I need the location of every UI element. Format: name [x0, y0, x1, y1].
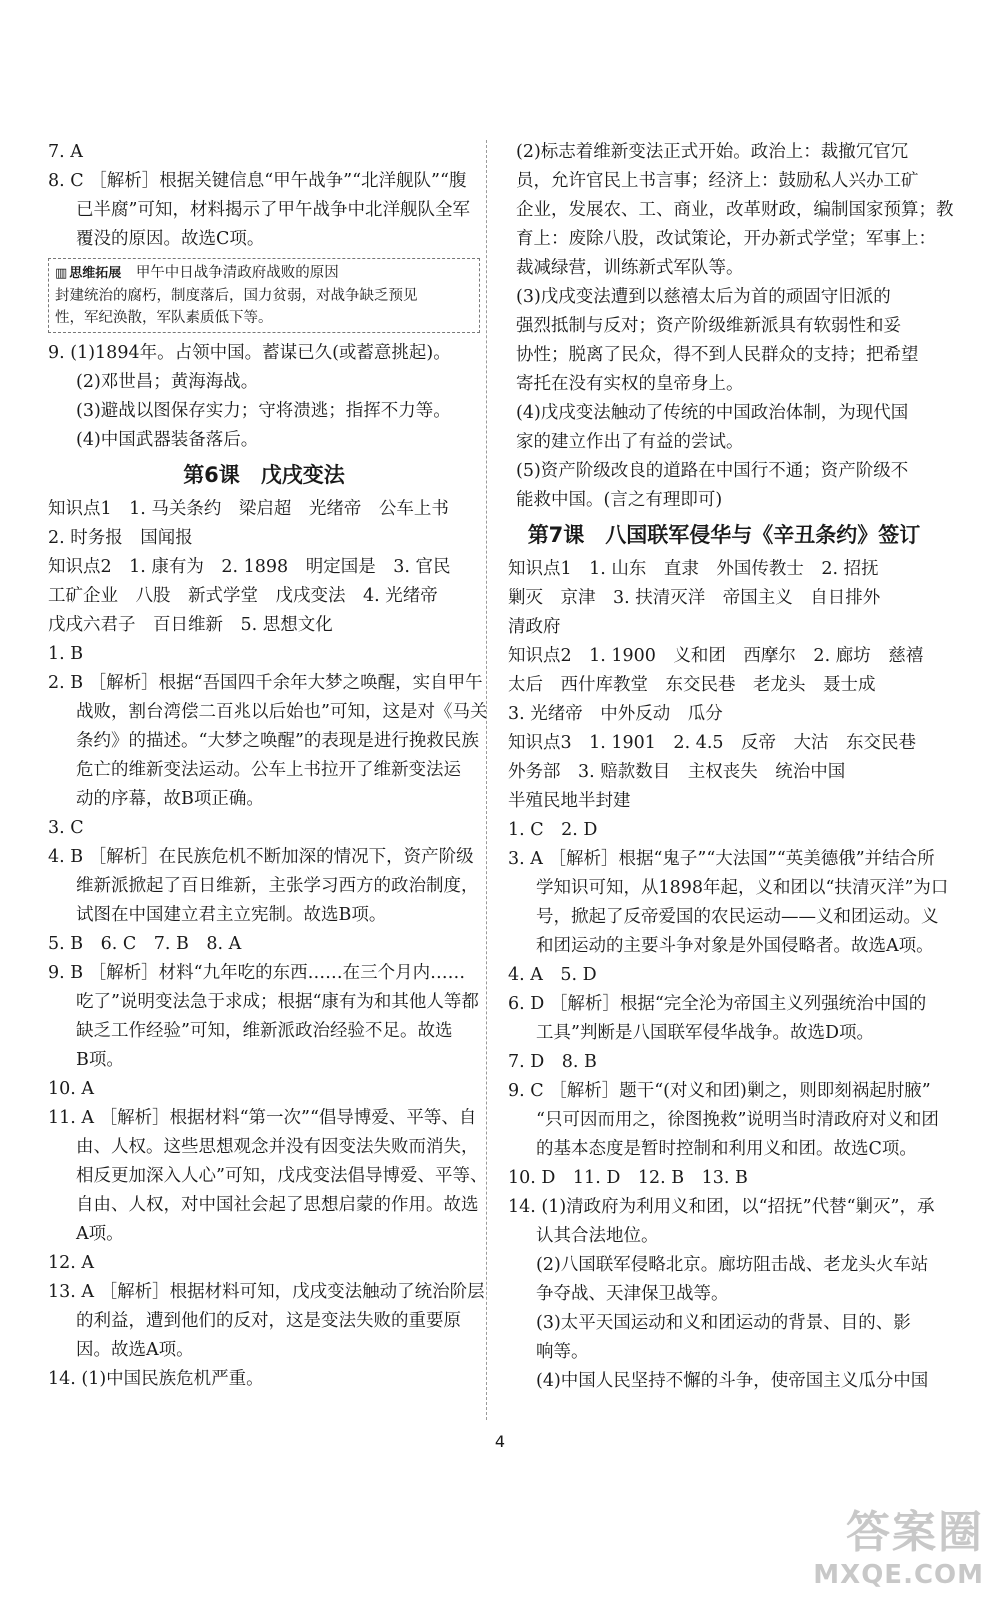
- answer-line: 认其合法地位。: [536, 1226, 659, 1246]
- answer-line: 9. (1)1894年。占领中国。蓄谋已久(或蓄意挑起)。: [48, 343, 451, 363]
- answer-line: 4. A 5. D: [508, 965, 597, 985]
- lesson-title: 第6课 戊戌变法: [183, 463, 345, 487]
- answer-line: 1. C 2. D: [508, 820, 598, 840]
- answer-line: 和团运动的主要斗争对象是外国侵略者。故选A项。: [536, 936, 934, 956]
- answer-line: 知识点2 1. 康有为 2. 1898 明定国是 3. 官民: [48, 557, 451, 577]
- answer-line: (3)避战以图保存实力；守将溃逃；指挥不力等。: [76, 401, 451, 421]
- answer-line: 条约》的描述。“大梦之唤醒”的表现是进行挽救民族: [76, 731, 479, 751]
- answer-line: 戊戌六君子 百日维新 5. 思想文化: [48, 615, 333, 635]
- answer-line: 10. D 11. D 12. B 13. B: [508, 1168, 748, 1188]
- answer-line: 4. B ［解析］在民族危机不断加深的情况下，资产阶级: [48, 847, 474, 867]
- answer-line: 剿灭 京津 3. 扶清灭洋 帝国主义 自日排外: [508, 588, 881, 608]
- answer-line: 11. A ［解析］根据材料“第一次”“倡导博爱、平等、自: [48, 1108, 477, 1128]
- answer-line: (4)中国人民坚持不懈的斗争，使帝国主义瓜分中国: [536, 1371, 929, 1391]
- answer-line: 已半腐”可知，材料揭示了甲午战争中北洋舰队全军: [76, 200, 470, 220]
- page-number: 4: [494, 1432, 506, 1451]
- answer-line: 工矿企业 八股 新式学堂 戊戌变法 4. 光绪帝: [48, 586, 438, 606]
- answer-line: 5. B 6. C 7. B 8. A: [48, 934, 242, 954]
- answer-line: 8. C ［解析］根据关键信息“甲午战争”“北洋舰队”“腹: [48, 171, 467, 191]
- answer-line: 10. A: [48, 1079, 95, 1099]
- answer-line: 的利益，遭到他们的反对，这是变法失败的重要原: [76, 1311, 461, 1331]
- column-divider: [486, 140, 487, 1420]
- answer-line: 号，掀起了反帝爱国的农民运动——义和团运动。义: [536, 907, 939, 927]
- answer-line: 知识点3 1. 1901 2. 4.5 反帝 大沽 东交民巷: [508, 733, 917, 753]
- answer-line: 太后 西什库教堂 东交民巷 老龙头 聂士成: [508, 675, 876, 695]
- answer-line: (5)资产阶级改良的道路在中国行不通；资产阶级不: [516, 461, 909, 481]
- answer-line: 1. B: [48, 644, 84, 664]
- answer-line: 由、人权。这些思想观念并没有因变法失败而消失，: [76, 1137, 479, 1157]
- answer-line: 协性；脱离了民众，得不到人民群众的支持；把希望: [516, 345, 919, 365]
- answer-line: 维新派掀起了百日维新，主张学习西方的政治制度，: [76, 876, 479, 896]
- answer-line: 员，允许官民上书言事；经济上：鼓励私人兴办工矿: [516, 171, 919, 191]
- answer-line: 3. C: [48, 818, 84, 838]
- answer-line: 知识点2 1. 1900 义和团 西摩尔 2. 廊坊 慈禧: [508, 646, 924, 666]
- answer-line: 试图在中国建立君主立宪制。故选B项。: [76, 905, 387, 925]
- answer-line: 因。故选A项。: [76, 1340, 194, 1360]
- answer-line: 动的序幕，故B项正确。: [76, 789, 264, 809]
- answer-line: 9. B ［解析］材料“九年吃的东西……在三个月内……: [48, 963, 466, 983]
- answer-line: 13. A ［解析］根据材料可知，戊戌变法触动了统治阶层: [48, 1282, 485, 1302]
- answer-line: (4)戊戌变法触动了传统的中国政治体制，为现代国: [516, 403, 909, 423]
- left-column: [48, 138, 488, 1394]
- box-title: ▥ 思维拓展: [55, 266, 121, 281]
- answer-line: 能救中国。(言之有理即可): [516, 490, 723, 510]
- answer-line: 响等。: [536, 1342, 589, 1362]
- answer-line: 寄托在没有实权的皇帝身上。: [516, 374, 744, 394]
- lesson-title: 第7课 八国联军侵华与《辛丑条约》签订: [527, 523, 921, 547]
- answer-line: 知识点1 1. 山东 直隶 外国传教士 2. 招抚: [508, 559, 879, 579]
- answer-line: 7. D 8. B: [508, 1052, 597, 1072]
- answer-line: (3)太平天国运动和义和团运动的背景、目的、影: [536, 1313, 911, 1333]
- answer-line: “只可因而用之，徐图挽救”说明当时清政府对义和团: [536, 1110, 939, 1130]
- answer-line: 裁减绿营，训练新式军队等。: [516, 258, 744, 278]
- answer-line: (4)中国武器装备落后。: [76, 430, 259, 450]
- answer-line: 工具”判断是八国联军侵华战争。故选D项。: [536, 1023, 874, 1043]
- answer-line: 吃了”说明变法急于求成；根据“康有为和其他人等都: [76, 992, 479, 1012]
- answer-line: 6. D ［解析］根据“完全沦为帝国主义列强统治中国的: [508, 994, 927, 1014]
- answer-line: 家的建立作出了有益的尝试。: [516, 432, 744, 452]
- answer-line: 企业，发展农、工、商业，改革财政，编制国家预算；教: [516, 200, 954, 220]
- answer-line: 危亡的维新变法运动。公车上书拉开了维新变法运: [76, 760, 461, 780]
- answer-line: 争夺战、天津保卫战等。: [536, 1284, 729, 1304]
- answer-line: 育上：废除八股，改试策论，开办新式学堂；军事上：: [516, 229, 936, 249]
- answer-line: (2)标志着维新变法正式开始。政治上：裁撤冗官冗: [516, 142, 909, 162]
- answer-line: 自由、人权，对中国社会起了思想启蒙的作用。故选: [76, 1195, 479, 1215]
- thinking-extension-box: [48, 258, 480, 333]
- answer-line: 9. C ［解析］题干“(对义和团)剿之，则即刻祸起肘腋”: [508, 1081, 931, 1101]
- watermark-url: MXQE.COM: [813, 1560, 984, 1590]
- answer-line: (2)邓世昌；黄海海战。: [76, 372, 259, 392]
- answer-line: 强烈抵制与反对；资产阶级维新派具有软弱性和妥: [516, 316, 901, 336]
- answer-line: A项。: [76, 1224, 124, 1244]
- answer-line: 清政府: [508, 617, 561, 637]
- answer-line: 的基本态度是暂时控制和利用义和团。故选C项。: [536, 1139, 917, 1159]
- answer-line: 3. 光绪帝 中外反动 瓜分: [508, 704, 723, 724]
- answer-line: 外务部 3. 赔款数目 主权丧失 统治中国: [508, 762, 846, 782]
- answer-line: 半殖民地半封建: [508, 791, 631, 811]
- watermark-logo-text: 答案圈: [846, 1507, 984, 1558]
- answer-line: 14. (1)清政府为利用义和团，以“招抚”代替“剿灭”，承: [508, 1197, 935, 1217]
- answer-line: B项。: [76, 1050, 124, 1070]
- answer-line: 缺乏工作经验”可知，维新派政治经验不足。故选: [76, 1021, 453, 1041]
- answer-line: 覆没的原因。故选C项。: [76, 229, 265, 249]
- answer-line: 14. (1)中国民族危机严重。: [48, 1369, 264, 1389]
- answer-line: 相反更加深入人心”可知，戊戌变法倡导博爱、平等、: [76, 1166, 488, 1186]
- watermark: [813, 1496, 984, 1590]
- box-line: 性，军纪涣散，军队素质低下等。: [55, 310, 273, 326]
- answer-line: 7. A: [48, 142, 83, 162]
- answer-line: 3. A ［解析］根据“鬼子”“大法国”“英美德俄”并结合所: [508, 849, 935, 869]
- answer-line: 2. B ［解析］根据“吾国四千余年大梦之唤醒，实自甲午: [48, 673, 483, 693]
- box-line: 封建统治的腐朽，制度落后，国力贫弱，对战争缺乏预见: [55, 288, 418, 304]
- answer-line: 知识点1 1. 马关条约 梁启超 光绪帝 公车上书: [48, 499, 449, 519]
- answer-line: 2. 时务报 国闻报: [48, 528, 193, 548]
- answer-line: 战败，割台湾偿二百兆以后始也”可知，这是对《马关: [76, 702, 488, 722]
- answer-line: 学知识可知，从1898年起，义和团以“扶清灭洋”为口: [536, 878, 949, 898]
- right-column: [508, 138, 954, 1396]
- answer-line: (2)八国联军侵略北京。廊坊阻击战、老龙头火车站: [536, 1255, 929, 1275]
- answer-line: (3)戊戌变法遭到以慈禧太后为首的顽固守旧派的: [516, 287, 891, 307]
- box-subtitle: 甲午中日战争清政府战败的原因: [135, 265, 339, 281]
- answer-line: 12. A: [48, 1253, 95, 1273]
